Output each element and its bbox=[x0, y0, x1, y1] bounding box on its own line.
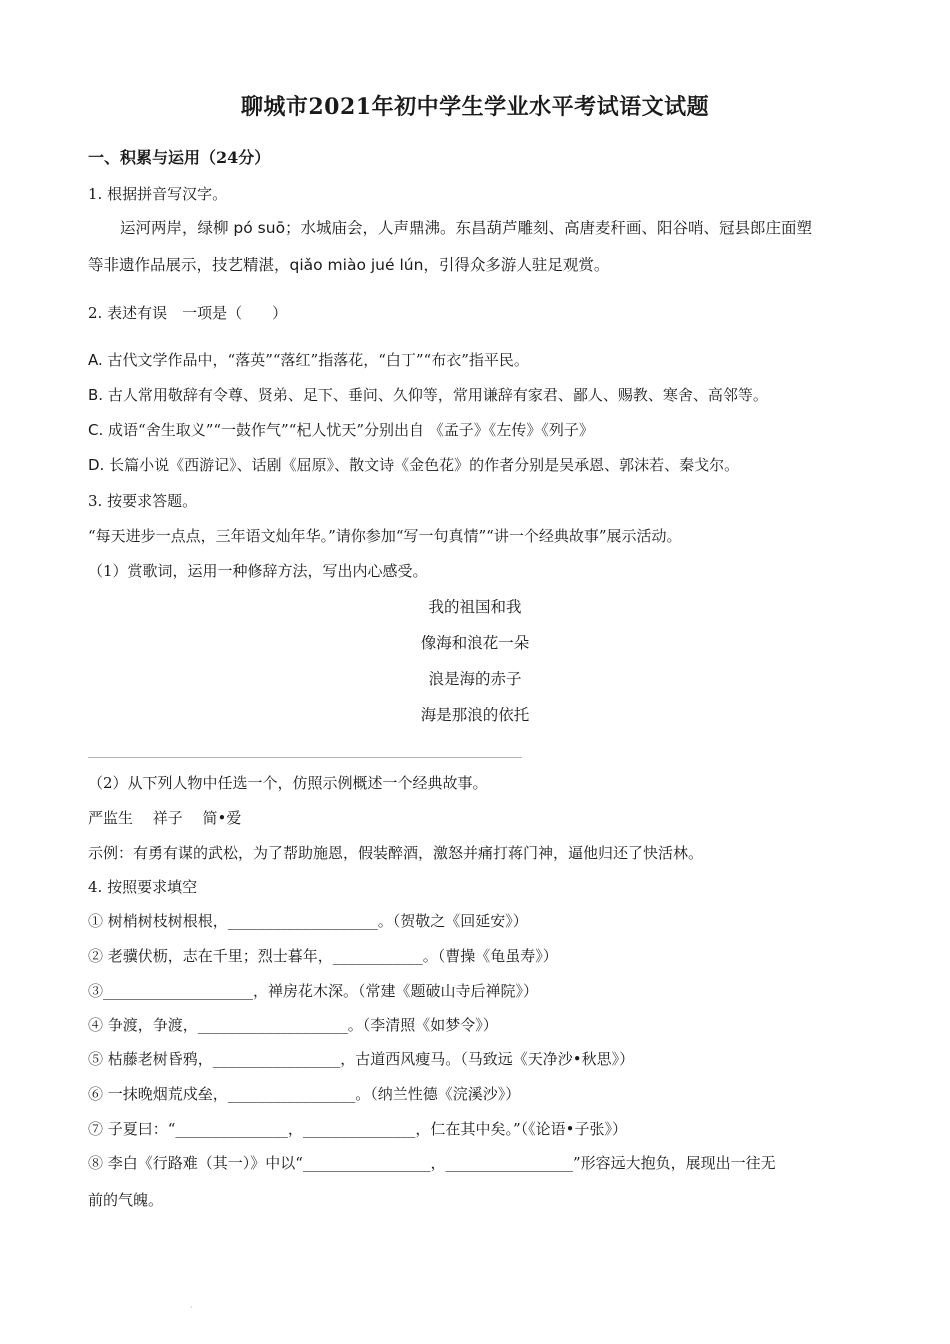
q4-item: ⑥ 一抹晚烟荒戍垒，_________________。（纳兰性德《浣溪沙》） bbox=[88, 1085, 521, 1103]
q3-example: 示例：有勇有谋的武松，为了帮助施恩，假装醉酒，激怒并痛打蒋门神，逼他归还了快活林。 bbox=[88, 844, 704, 862]
poem-line: 像海和浪花一朵 bbox=[420, 634, 530, 652]
q2-option-d bbox=[88, 455, 739, 475]
page-title: 聊城市2021年初中学生学业水平考试语文试题 bbox=[240, 94, 710, 120]
q4-item: ⑧ 李白《行路难（其一）》中以“_________________，_________________”形容远大抱负，展现出一往无 bbox=[88, 1154, 776, 1172]
option-text: 古代文学作品中，“落英”“落红”指落花，“白丁”“布衣”指平民。 bbox=[107, 351, 529, 369]
q4-item-continuation: 前的气魄。 bbox=[88, 1191, 164, 1209]
section-heading: 一、积累与运用（24分） bbox=[88, 148, 271, 167]
q4-stem: 4. 按照要求填空 bbox=[88, 878, 198, 896]
option-text: 古人常用敬辞有令尊、贤弟、足下、垂问、久仰等，常用谦辞有家君、鄙人、赐教、寒舍、高邻等。 bbox=[107, 386, 768, 404]
q4-item: ② 老骥伏枥，志在千里；烈士暮年，____________。（曹操《龟虽寿》） bbox=[88, 947, 558, 965]
q1-paragraph-line1: 运河两岸，绿柳 pó suō；水城庙会，人声鼎沸。东昌葫芦雕刻、高唐麦秆画、阳谷哨、冠县郎庄面塑 bbox=[120, 219, 813, 237]
q2-option-c bbox=[88, 420, 594, 440]
q2-stem: 2. 表述有误 一项是（ ） bbox=[88, 304, 288, 322]
option-letter: D. bbox=[88, 456, 105, 474]
poem-line: 浪是海的赤子 bbox=[428, 670, 522, 688]
q1-stem: 1. 根据拼音写汉字。 bbox=[88, 185, 228, 203]
q4-item: ⑦ 子夏曰：“_______________，_______________，仁在其中矣。”（《论语•子张》） bbox=[88, 1120, 627, 1138]
q2-option-b bbox=[88, 385, 768, 405]
q4-item: ④ 争渡，争渡，____________________。（李清照《如梦令》） bbox=[88, 1016, 498, 1034]
q2-option-a bbox=[88, 350, 529, 370]
option-letter: C. bbox=[88, 421, 104, 439]
q3-sub2: （2）从下列人物中任选一个，仿照示例概述一个经典故事。 bbox=[88, 774, 488, 792]
q3-sub1: （1）赏歌词，运用一种修辞方法，写出内心感受。 bbox=[88, 562, 428, 580]
option-text: 成语“舍生取义”“一鼓作气”“杞人忧天”分别出自 《孟子》《左传》《列子》 bbox=[108, 421, 594, 439]
q1-paragraph-line2: 等非遗作品展示，技艺精湛，qiǎo miào jué lún，引得众多游人驻足观赏。 bbox=[88, 256, 610, 274]
q4-item: ⑤ 枯藤老树昏鸦，_________________，古道西风瘦马。（马致远《天净沙•秋思》） bbox=[88, 1050, 635, 1068]
page-mark: · bbox=[190, 1303, 193, 1312]
q3-stem: 3. 按要求答题。 bbox=[88, 492, 198, 510]
option-letter: B. bbox=[88, 386, 104, 404]
answer-line bbox=[88, 757, 522, 758]
q3-intro: “每天进步一点点，三年语文灿年华。”请你参加“写一句真情”“讲一个经典故事”展示活动。 bbox=[88, 527, 682, 545]
poem-line: 我的祖国和我 bbox=[428, 598, 522, 616]
option-letter: A. bbox=[88, 351, 103, 369]
q4-item: ① 树梢树枝树根根，____________________。（贺敬之《回延安》） bbox=[88, 912, 528, 930]
poem-line: 海是那浪的依托 bbox=[420, 706, 530, 724]
option-text: 长篇小说《西游记》、话剧《屈原》、散文诗《金色花》的作者分别是吴承恩、郭沫若、秦戈尔。 bbox=[109, 456, 740, 474]
q3-character-list: 严监生 祥子 简•爱 bbox=[88, 809, 242, 827]
q4-item: ③____________________，禅房花木深。（常建《题破山寺后禅院》） bbox=[88, 982, 539, 1000]
